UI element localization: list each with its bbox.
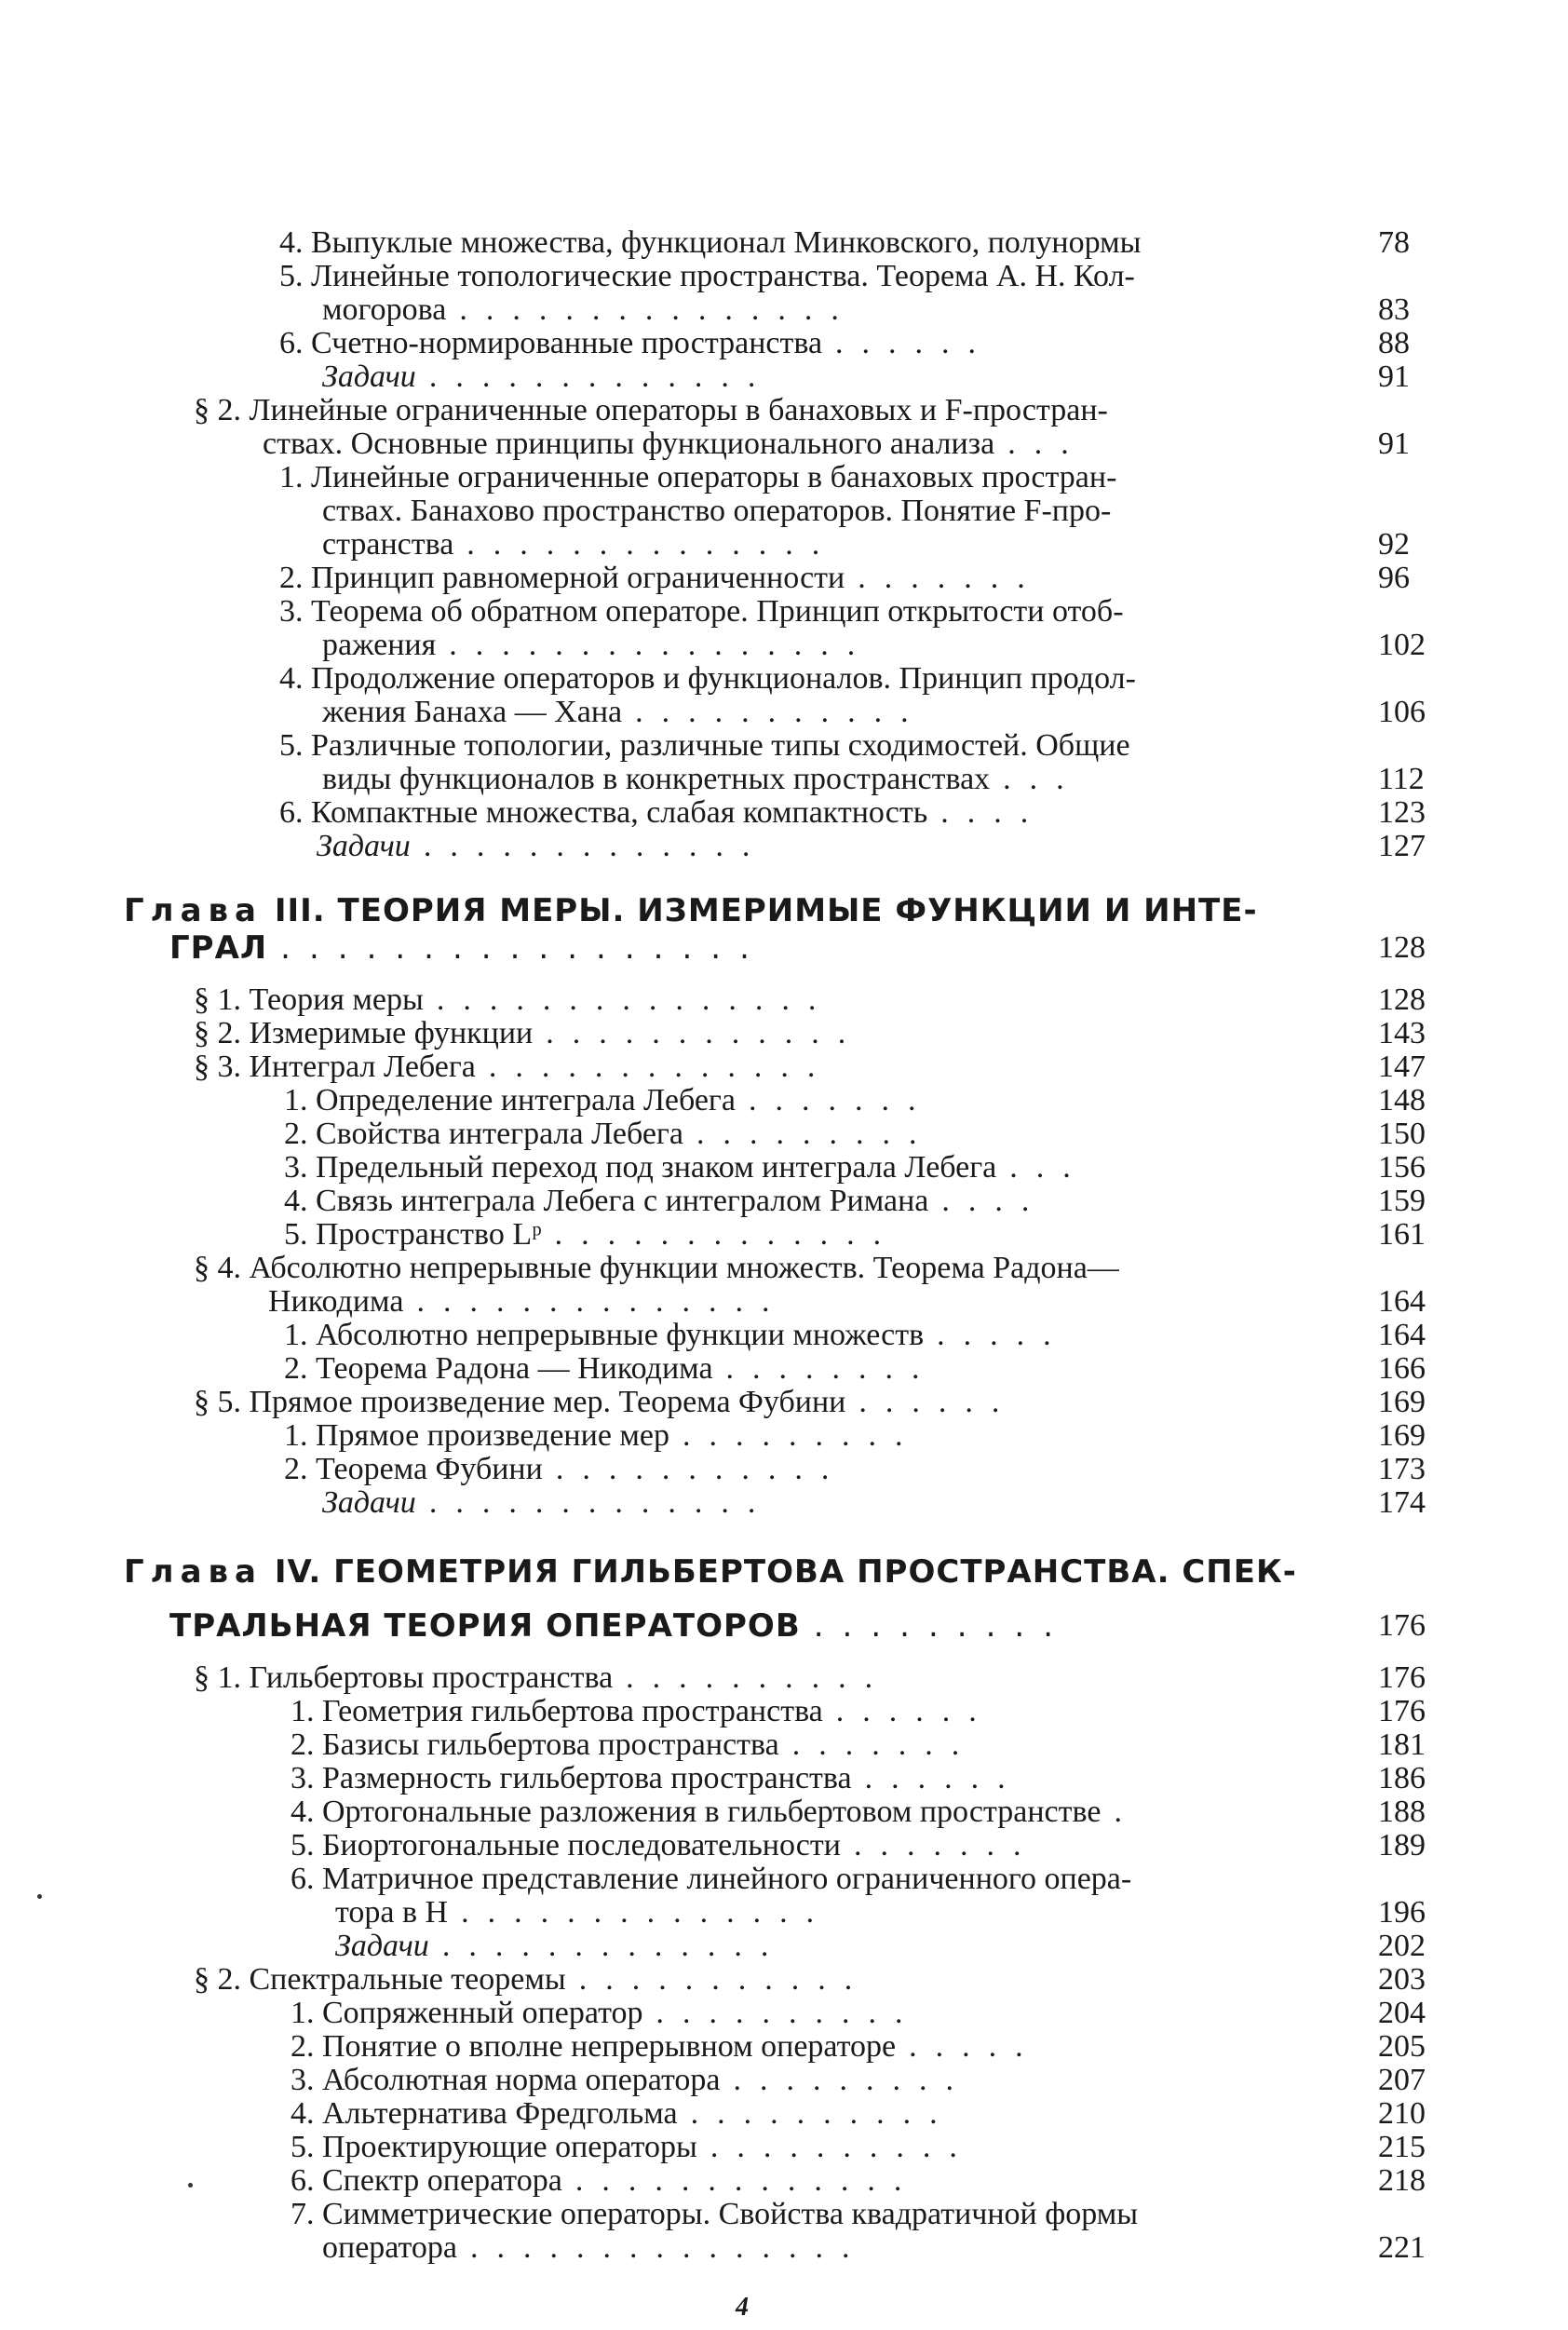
toc-section [194, 1386, 1018, 1419]
entry-title: Различные топологии, различные типы сходимостей. Общие [311, 728, 1130, 763]
toc-section [194, 1252, 1119, 1285]
entry-title: Теорема Радона — Никодима [316, 1351, 713, 1386]
page-number: 106 [1378, 695, 1426, 729]
section-number: § 2. [194, 1016, 241, 1050]
page-number: 166 [1378, 1351, 1426, 1386]
entry-number: 5. [291, 1828, 315, 1863]
entry-number: 1. [291, 1996, 315, 2030]
page-number: 221 [1378, 2230, 1426, 2265]
entry-title: Симметрические операторы. Свойства квадратичной формы [322, 2197, 1139, 2231]
leader-dots: ........ [725, 1351, 939, 1386]
page-number: 176 [1378, 1694, 1426, 1728]
page-number: 102 [1378, 628, 1426, 662]
page-number: 207 [1378, 2063, 1426, 2097]
entry-title: Компактные множества, слабая компактность [311, 795, 928, 830]
entry-title: Теорема об обратном операторе. Принцип открытости отоб- [311, 594, 1124, 629]
entry-title: Теорема Фубини [316, 1452, 543, 1486]
section-number: § 2. [194, 393, 241, 427]
leader-dots: ... [1003, 762, 1083, 796]
toc-section-continuation [268, 1285, 788, 1319]
leader-dots: .............. [461, 1895, 833, 1930]
entry-number: 3. [284, 1150, 308, 1185]
leader-dots: ......... [813, 1607, 1073, 1645]
leader-dots: .......... [690, 2096, 956, 2131]
entry-number: 1. [284, 1083, 308, 1118]
entry-title: Выпуклые множества, функционал Минковского, полунормы [311, 225, 1142, 260]
section-number: § 4. [194, 1251, 241, 1285]
leader-dots: ...... [835, 1694, 995, 1728]
toc-entry [279, 595, 1124, 629]
page-number: 112 [1378, 762, 1425, 796]
page-number: 164 [1378, 1284, 1426, 1319]
leader-dots: ............... [459, 292, 858, 327]
leader-dots: ......... [733, 2063, 973, 2097]
leader-dots: ............... [436, 982, 835, 1017]
section-title: Никодима [268, 1284, 404, 1319]
toc-entry [284, 1419, 922, 1453]
entry-title: тора в H [335, 1895, 449, 1930]
entry-title: Биортогональные последовательности [322, 1828, 841, 1863]
entry-number: 1. [279, 460, 304, 494]
section-title: Гильбертовы пространства [249, 1660, 614, 1695]
entry-number: 1. [291, 1694, 315, 1728]
entry-number: 6. [291, 2163, 315, 2198]
chapter-title: ГРАЛ [169, 929, 268, 967]
entry-title: Спектр оператора [322, 2163, 562, 2198]
leader-dots: ................. [280, 929, 768, 967]
leader-dots: ............. [423, 829, 769, 863]
toc-entry [317, 830, 768, 863]
entry-title: ствах. Банахово пространство операторов. Понятие F-про- [322, 494, 1112, 528]
toc-entry [291, 1997, 921, 2030]
entry-title: Связь интеграла Лебега с интегралом Римана [316, 1184, 929, 1218]
page-number: 78 [1378, 225, 1410, 260]
entry-title: оператора [322, 2230, 457, 2265]
chapter-title: III. ТЕОРИЯ МЕРЫ. ИЗМЕРИМЫЕ ФУНКЦИИ И ИНТЕ- [274, 892, 1258, 929]
leader-dots: ........... [635, 695, 927, 729]
leader-dots: ............... [470, 2230, 869, 2265]
leader-dots: .......... [710, 2130, 976, 2164]
entry-title: Определение интеграла Лебега [316, 1083, 736, 1118]
entry-number: 1. [284, 1418, 308, 1453]
leader-dots: ..... [937, 1318, 1070, 1352]
toc-entry-continuation [322, 629, 873, 662]
entry-title: Задачи [335, 1929, 429, 1963]
toc-entry [284, 1352, 939, 1386]
page-number: 169 [1378, 1418, 1426, 1453]
toc-entry [291, 1829, 1039, 1863]
page-number: 91 [1378, 427, 1410, 461]
section-number: § 1. [194, 1660, 241, 1695]
leader-dots: ....... [748, 1083, 935, 1118]
section-number: § 3. [194, 1050, 241, 1084]
page-number: 196 [1378, 1895, 1426, 1930]
toc-entry [291, 1762, 1024, 1795]
entry-title: Задачи [317, 829, 411, 863]
page-number: 202 [1378, 1929, 1426, 1963]
toc-entry [291, 1795, 1141, 1829]
chapter-label: Глава [124, 892, 263, 929]
page-number: 174 [1378, 1485, 1426, 1520]
page-number: 176 [1378, 1660, 1426, 1695]
leader-dots: .............. [416, 1284, 789, 1319]
toc-entry [291, 1863, 1131, 1896]
leader-dots: ............. [428, 1485, 775, 1520]
toc-entry [291, 2131, 976, 2164]
page-number: 189 [1378, 1828, 1426, 1863]
entry-title: Счетно-нормированные пространства [311, 326, 823, 360]
entry-number: 5. [279, 728, 304, 763]
toc-entry [284, 1218, 899, 1252]
leader-dots: ..... [909, 2029, 1042, 2064]
page-number: 127 [1378, 829, 1426, 863]
toc-section [194, 983, 834, 1017]
page-number: 128 [1378, 982, 1426, 1017]
toc-entry-continuation [322, 696, 927, 729]
leader-dots: ................ [449, 628, 874, 662]
toc-section [194, 1017, 864, 1050]
section-title: Спектральные теоремы [249, 1962, 566, 1997]
entry-number: 2. [284, 1452, 308, 1486]
entry-number: 6. [279, 326, 304, 360]
toc-entry-continuation [322, 494, 1111, 528]
entry-title: Сопряженный оператор [322, 1996, 643, 2030]
page-folio: 4 [736, 2293, 749, 2322]
entry-title: Понятие о вполне непрерывном операторе [322, 2029, 897, 2064]
leader-dots: ............. [428, 359, 775, 394]
leader-dots: ......... [683, 1418, 922, 1453]
entry-title: Размерность гильбертова пространства [322, 1761, 852, 1795]
page-number: 181 [1378, 1727, 1426, 1762]
chapter-title: ТРАЛЬНАЯ ТЕОРИЯ ОПЕРАТОРОВ [169, 1607, 801, 1645]
entry-title: виды функционалов в конкретных пространствах [322, 762, 991, 796]
toc-section [194, 1661, 891, 1695]
leader-dots: ...... [835, 326, 995, 360]
leader-dots: . [1114, 1795, 1141, 1829]
page-number: 88 [1378, 326, 1410, 360]
entry-number: 2. [284, 1351, 308, 1386]
leader-dots: ............. [574, 2163, 921, 2198]
toc-entry [279, 796, 1047, 830]
page-number: 186 [1378, 1761, 1426, 1795]
entry-title: Прямое произведение мер [316, 1418, 670, 1453]
page-number: 123 [1378, 795, 1426, 830]
entry-number: 4. [279, 225, 304, 260]
entry-number: 6. [291, 1862, 315, 1896]
entry-title: Продолжение операторов и функционалов. Принцип продол- [311, 661, 1136, 696]
toc-entry-continuation [322, 528, 838, 562]
toc-entry [291, 2097, 956, 2131]
section-title: Линейные ограниченные операторы в банаховых и F-простран- [249, 393, 1108, 427]
toc-entry [322, 360, 774, 394]
toc-section-continuation [263, 427, 1088, 461]
toc-section [194, 1963, 871, 1997]
toc-entry [279, 260, 1135, 293]
section-number: § 1. [194, 982, 241, 1017]
toc-entry [291, 2164, 920, 2198]
entry-number: 3. [291, 1761, 315, 1795]
leader-dots: ... [1009, 1150, 1089, 1185]
leader-dots: ....... [791, 1727, 979, 1762]
chapter-title: IV. ГЕОМЕТРИЯ ГИЛЬБЕРТОВА ПРОСТРАНСТВА. СПЕК- [274, 1553, 1297, 1591]
page-number: 205 [1378, 2029, 1426, 2064]
toc-section [194, 1050, 833, 1084]
section-title: Интеграл Лебега [249, 1050, 476, 1084]
toc-entry [279, 226, 1141, 260]
toc-entry [284, 1453, 847, 1486]
section-title: Теория меры [249, 982, 424, 1017]
leader-dots: ........... [578, 1962, 872, 1997]
page-number: 148 [1378, 1083, 1426, 1118]
toc-entry-continuation [335, 1896, 832, 1930]
section-title: Прямое произведение мер. Теорема Фубини [249, 1385, 846, 1419]
toc-entry [279, 461, 1116, 494]
page-number: 150 [1378, 1117, 1426, 1151]
section-title: Измеримые функции [249, 1016, 534, 1050]
leader-dots: ........... [555, 1452, 848, 1486]
entry-title: Абсолютно непрерывные функции множеств [316, 1318, 925, 1352]
page-number: 83 [1378, 292, 1410, 327]
leader-dots: ............. [488, 1050, 834, 1084]
entry-title: Предельный переход под знаком интеграла Лебега [316, 1150, 997, 1185]
page-number: 161 [1378, 1217, 1426, 1252]
entry-title: Матричное представление линейного ограниченного опера- [322, 1862, 1132, 1896]
entry-number: 4. [279, 661, 304, 696]
page-number: 92 [1378, 527, 1410, 562]
toc-entry [279, 327, 994, 360]
entry-title: Линейные топологические пространства. Теорема А. Н. Кол- [311, 259, 1135, 293]
entry-title: Проектирующие операторы [322, 2130, 697, 2164]
toc-entry [291, 2198, 1138, 2231]
toc-entry [291, 2064, 972, 2097]
entry-number: 4. [291, 2096, 315, 2131]
entry-title: могорова [322, 292, 447, 327]
toc-section [194, 394, 1108, 427]
page-number: 91 [1378, 359, 1410, 394]
toc-entry [279, 729, 1130, 763]
leader-dots: ....... [853, 1828, 1040, 1863]
leader-dots: ............. [554, 1217, 900, 1252]
entry-title: Пространство Lᵖ [316, 1217, 542, 1252]
entry-number: 4. [284, 1184, 308, 1218]
toc-entry-continuation [322, 763, 1083, 796]
entry-title: Линейные ограниченные операторы в банаховых простран- [311, 460, 1117, 494]
leader-dots: .......... [626, 1660, 892, 1695]
leader-dots: .............. [466, 527, 839, 562]
toc-entry [284, 1185, 1048, 1218]
scan-speck [37, 1894, 42, 1899]
entry-title: странства [322, 527, 454, 562]
page-number: 159 [1378, 1184, 1426, 1218]
entry-number: 5. [284, 1217, 308, 1252]
page-number: 204 [1378, 1996, 1426, 2030]
entry-number: 4. [291, 1795, 315, 1829]
toc-entry [291, 1695, 995, 1728]
entry-number: 7. [291, 2197, 315, 2231]
toc-entry [279, 562, 1044, 595]
page-number: 156 [1378, 1150, 1426, 1185]
entry-title: Задачи [322, 359, 416, 394]
entry-title: ражения [322, 628, 437, 662]
chapter-heading [124, 1555, 1297, 1589]
chapter-heading [124, 894, 1258, 928]
page-number: 96 [1378, 561, 1410, 595]
toc-entry [291, 1728, 978, 1762]
leader-dots: ... [1007, 427, 1088, 461]
entry-title: Альтернатива Фредгольма [322, 2096, 678, 2131]
section-title: ствах. Основные принципы функционального анализа [263, 427, 995, 461]
entry-number: 2. [291, 2029, 315, 2064]
entry-number: 3. [279, 594, 304, 629]
entry-title: Свойства интеграла Лебега [316, 1117, 683, 1151]
leader-dots: .... [941, 1184, 1048, 1218]
chapter-label: Глава [124, 1553, 263, 1591]
section-number: § 5. [194, 1385, 241, 1419]
leader-dots: ...... [864, 1761, 1024, 1795]
entry-title: Ортогональные разложения в гильбертовом пространстве [322, 1795, 1102, 1829]
chapter-heading-continuation [169, 1609, 1072, 1643]
toc-entry [284, 1118, 935, 1151]
entry-number: 5. [279, 259, 304, 293]
page-number: 143 [1378, 1016, 1426, 1050]
page-number: 203 [1378, 1962, 1426, 1997]
toc-entry [322, 1486, 774, 1520]
toc-entry [279, 662, 1136, 696]
entry-number: 2. [291, 1727, 315, 1762]
page-number: 169 [1378, 1385, 1426, 1419]
page-number: 176 [1378, 1608, 1426, 1643]
page-number: 173 [1378, 1452, 1426, 1486]
entry-title: Геометрия гильбертова пространства [322, 1694, 823, 1728]
leader-dots: ............ [546, 1016, 865, 1050]
toc-entry [284, 1319, 1070, 1352]
leader-dots: .... [940, 795, 1048, 830]
entry-number: 3. [291, 2063, 315, 2097]
page-number: 188 [1378, 1795, 1426, 1829]
chapter-heading-continuation [169, 931, 768, 965]
page-number: 128 [1378, 930, 1426, 965]
page-number: 215 [1378, 2130, 1426, 2164]
toc-entry-continuation [322, 2231, 869, 2265]
entry-number: 2. [284, 1117, 308, 1151]
leader-dots: .......... [656, 1996, 922, 2030]
section-number: § 2. [194, 1962, 241, 1997]
entry-title: Принцип равномерной ограниченности [311, 561, 845, 595]
toc-entry [335, 1930, 787, 1963]
page-number: 218 [1378, 2163, 1426, 2198]
toc-entry-continuation [322, 293, 858, 327]
page-number: 164 [1378, 1318, 1426, 1352]
entry-number: 1. [284, 1318, 308, 1352]
entry-title: жения Банаха — Хана [322, 695, 623, 729]
page-number: 147 [1378, 1050, 1426, 1084]
section-title: Абсолютно непрерывные функции множеств. Теорема Радона— [249, 1251, 1119, 1285]
entry-number: 6. [279, 795, 304, 830]
leader-dots: ...... [858, 1385, 1019, 1419]
entry-title: Базисы гильбертова пространства [322, 1727, 779, 1762]
toc-entry [284, 1151, 1089, 1185]
leader-dots: ....... [858, 561, 1044, 595]
entry-title: Абсолютная норма оператора [322, 2063, 721, 2097]
toc-entry [291, 2030, 1042, 2064]
entry-number: 5. [291, 2130, 315, 2164]
entry-title: Задачи [322, 1485, 416, 1520]
leader-dots: ......... [696, 1117, 936, 1151]
entry-number: 2. [279, 561, 304, 595]
page-number: 210 [1378, 2096, 1426, 2131]
toc-entry [284, 1084, 934, 1118]
scan-speck [188, 2183, 193, 2188]
leader-dots: ............. [441, 1929, 788, 1963]
